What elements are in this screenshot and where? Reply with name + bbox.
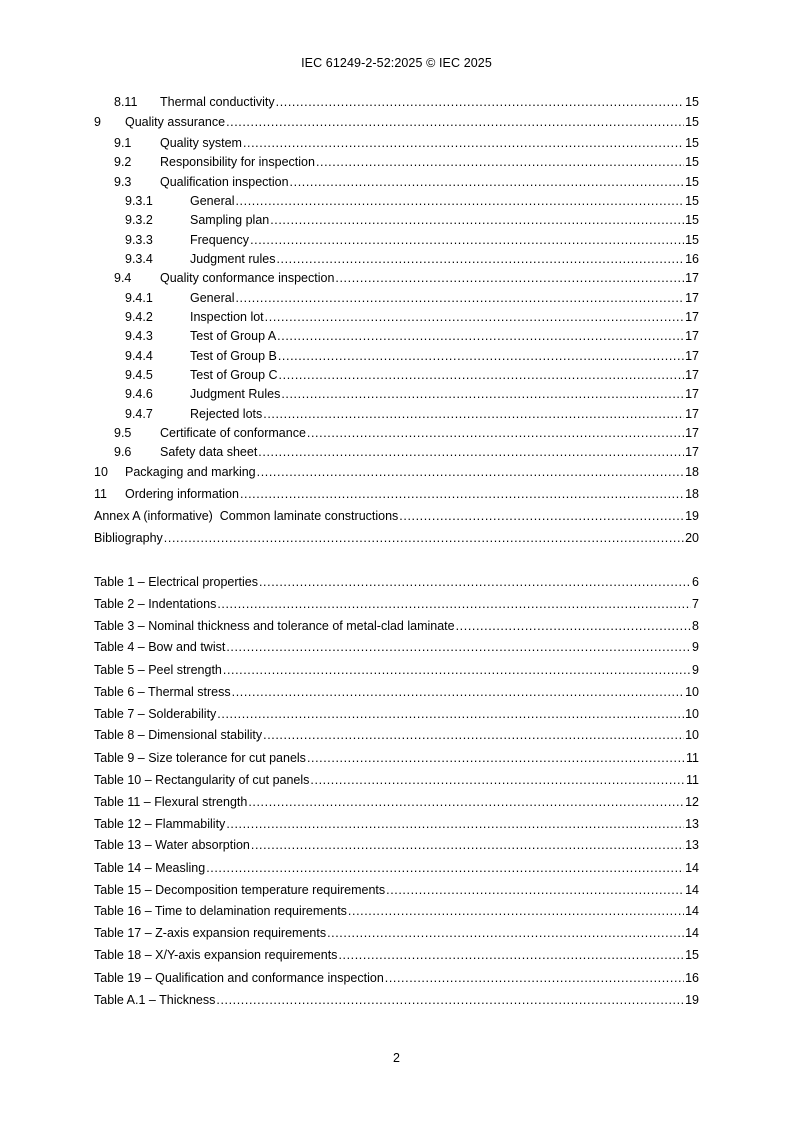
table-entry-title: Table 15 – Decomposition temperature requirements: [94, 883, 386, 897]
page-reference: 17: [685, 291, 699, 305]
table-list-entry[interactable]: [94, 817, 699, 834]
dot-leader: [276, 252, 684, 266]
dot-leader: [276, 95, 684, 109]
dot-leader: [456, 619, 691, 633]
dot-leader: [281, 387, 684, 401]
dot-leader: [263, 407, 684, 421]
table-list-entry[interactable]: [94, 773, 699, 790]
page-number: 2: [393, 1051, 400, 1065]
toc-entry-title: Quality conformance inspection: [160, 271, 335, 285]
page-reference: 17: [685, 445, 699, 459]
toc-entry-number: 11: [94, 487, 107, 501]
page-reference: 17: [685, 407, 699, 421]
toc-entry-title: Quality assurance: [125, 115, 226, 129]
dot-leader: [216, 993, 684, 1007]
table-entry-title: Table 4 – Bow and twist: [94, 640, 226, 654]
dot-leader: [338, 948, 684, 962]
toc-entry[interactable]: [94, 426, 699, 443]
dot-leader: [316, 155, 684, 169]
toc-entry-title: Certificate of conformance: [160, 426, 306, 440]
page-reference: 19: [685, 509, 699, 523]
toc-entry-number: 9.3.1: [125, 194, 153, 208]
dot-leader: [240, 487, 684, 501]
dot-leader: [348, 904, 684, 918]
toc-entry-number: 9.4.1: [125, 291, 153, 305]
toc-entry-title: Judgment rules: [190, 252, 276, 266]
table-list-entry[interactable]: [94, 883, 699, 900]
toc-entry[interactable]: [94, 531, 699, 548]
dot-leader: [310, 773, 685, 787]
dot-leader: [263, 728, 684, 742]
table-entry-title: Table 6 – Thermal stress: [94, 685, 231, 699]
toc-entry-title: Test of Group C: [190, 368, 278, 382]
table-entry-title: Table 13 – Water absorption: [94, 838, 250, 852]
table-entry-title: Table 9 – Size tolerance for cut panels: [94, 751, 306, 765]
dot-leader: [248, 795, 684, 809]
table-entry-title: Table 7 – Solderability: [94, 707, 217, 721]
toc-entry-title: Test of Group A: [190, 329, 277, 343]
toc-entry[interactable]: [94, 136, 699, 153]
dot-leader: [243, 136, 684, 150]
toc-entry[interactable]: [94, 487, 699, 504]
dot-leader: [164, 531, 684, 545]
dot-leader: [307, 426, 684, 440]
table-entry-title: Table 8 – Dimensional stability: [94, 728, 263, 742]
table-entry-title: Table 10 – Rectangularity of cut panels: [94, 773, 310, 787]
page-reference: 15: [685, 115, 699, 129]
page-reference: 15: [685, 948, 699, 962]
table-entry-title: Table 17 – Z-axis expansion requirements: [94, 926, 327, 940]
page-reference: 19: [685, 993, 699, 1007]
table-list-entry[interactable]: [94, 861, 699, 878]
dot-leader: [217, 707, 684, 721]
dot-leader: [232, 685, 684, 699]
page-reference: 20: [685, 531, 699, 545]
dot-leader: [258, 445, 684, 459]
toc-entry-number: 9.6: [114, 445, 132, 459]
table-list-entry[interactable]: [94, 663, 699, 680]
toc-entry-number: 9: [94, 115, 101, 129]
toc-entry-title: General: [190, 194, 235, 208]
table-list-entry[interactable]: [94, 575, 699, 592]
toc-entry[interactable]: [94, 407, 699, 424]
toc-entry[interactable]: [94, 115, 699, 132]
toc-entry-number: 9.4: [114, 271, 132, 285]
toc-entry-number: 9.4.4: [125, 349, 153, 363]
dot-leader: [226, 640, 691, 654]
toc-entry-title: Packaging and marking: [125, 465, 256, 479]
table-list-entry[interactable]: [94, 619, 699, 636]
table-entry-title: Table 2 – Indentations: [94, 597, 217, 611]
page-reference: 14: [685, 904, 699, 918]
dot-leader: [217, 597, 691, 611]
toc-entry[interactable]: [94, 271, 699, 288]
table-list-entry[interactable]: [94, 795, 699, 812]
toc-entry[interactable]: [94, 368, 699, 385]
dot-leader: [251, 838, 684, 852]
table-list-entry[interactable]: [94, 640, 699, 657]
toc-entry[interactable]: [94, 233, 699, 250]
page-reference: 17: [685, 426, 699, 440]
toc-entry-title: Safety data sheet: [160, 445, 258, 459]
toc-entry[interactable]: [94, 465, 699, 482]
page-reference: 16: [685, 971, 699, 985]
dot-leader: [399, 509, 684, 523]
page-reference: 15: [685, 136, 699, 150]
table-list-entry[interactable]: [94, 971, 699, 988]
dot-leader: [259, 575, 691, 589]
dot-leader: [223, 663, 691, 677]
toc-entry-number: 9.3.2: [125, 213, 153, 227]
dot-leader: [385, 971, 684, 985]
page-reference: 14: [685, 861, 699, 875]
page-reference: 7: [692, 597, 699, 611]
page-reference: 15: [685, 95, 699, 109]
dot-leader: [270, 213, 684, 227]
toc-entry-title: Test of Group B: [190, 349, 277, 363]
page-reference: 6: [692, 575, 699, 589]
dot-leader: [278, 349, 684, 363]
page-reference: 10: [685, 728, 699, 742]
toc-entry-number: 9.3.4: [125, 252, 153, 266]
page-reference: 11: [686, 773, 699, 787]
table-list-entry[interactable]: [94, 707, 699, 724]
toc-entry-number: 8.11: [114, 95, 138, 109]
toc-entry-title: Responsibility for inspection: [160, 155, 315, 169]
table-entry-title: Table 12 – Flammability: [94, 817, 226, 831]
page-reference: 17: [685, 271, 699, 285]
toc-entry-title: Inspection lot: [190, 310, 264, 324]
dot-leader: [235, 194, 684, 208]
dot-leader: [327, 926, 684, 940]
table-entry-title: Table 11 – Flexural strength: [94, 795, 248, 809]
page-reference: 8: [692, 619, 699, 633]
toc-entry-number: 9.3: [114, 175, 132, 189]
toc-entry-number: 9.4.3: [125, 329, 153, 343]
toc-entry-title: Qualification inspection: [160, 175, 289, 189]
table-entry-title: Table 3 – Nominal thickness and tolerance of metal-clad laminate: [94, 619, 455, 633]
toc-entry-number: 9.2: [114, 155, 132, 169]
toc-entry-number: 9.3.3: [125, 233, 153, 247]
toc-entry-title: General: [190, 291, 235, 305]
page-reference: 17: [685, 387, 699, 401]
dot-leader: [307, 751, 685, 765]
toc-entry-title: Frequency: [190, 233, 250, 247]
page-reference: 18: [685, 465, 699, 479]
dot-leader: [265, 310, 684, 324]
page-reference: 14: [685, 926, 699, 940]
dot-leader: [235, 291, 684, 305]
page-reference: 10: [685, 685, 699, 699]
table-entry-title: Table 1 – Electrical properties: [94, 575, 258, 589]
table-list-entry[interactable]: [94, 948, 699, 965]
page-reference: 17: [685, 310, 699, 324]
toc-entry-number: 9.4.2: [125, 310, 153, 324]
table-entry-title: Table 19 – Qualification and conformance inspection: [94, 971, 384, 985]
toc-entry-title: Quality system: [160, 136, 242, 150]
toc-entry-number: 9.4.5: [125, 368, 153, 382]
toc-entry[interactable]: [94, 509, 699, 526]
toc-entry[interactable]: [94, 349, 699, 366]
dot-leader: [277, 329, 684, 343]
dot-leader: [290, 175, 685, 189]
toc-entry[interactable]: [94, 175, 699, 192]
toc-entry-number: 9.5: [114, 426, 132, 440]
table-entry-title: Table 16 – Time to delamination requirements: [94, 904, 347, 918]
page-reference: 17: [685, 329, 699, 343]
toc-entry[interactable]: [94, 95, 699, 112]
toc-entry[interactable]: [94, 445, 699, 462]
table-entry-title: Table 18 – X/Y-axis expansion requirements: [94, 948, 338, 962]
toc-entry-number: 10: [94, 465, 108, 479]
page-reference: 14: [685, 883, 699, 897]
table-entry-title: Table 14 – Measling: [94, 861, 206, 875]
toc-entry-title: Annex A (informative) Common laminate constructions: [94, 509, 399, 523]
page-reference: 15: [685, 233, 699, 247]
toc-entry-title: Thermal conductivity: [160, 95, 275, 109]
page-reference: 18: [685, 487, 699, 501]
dot-leader: [386, 883, 684, 897]
dot-leader: [250, 233, 684, 247]
page-reference: 17: [685, 349, 699, 363]
page-reference: 15: [685, 213, 699, 227]
toc-entry-title: Judgment Rules: [190, 387, 281, 401]
table-list-entry[interactable]: [94, 993, 699, 1010]
page-reference: 13: [685, 817, 699, 831]
toc-entry-title: Bibliography: [94, 531, 163, 545]
toc-entry-title: Ordering information: [125, 487, 239, 501]
page-reference: 12: [685, 795, 699, 809]
toc-entry-title: Rejected lots: [190, 407, 263, 421]
toc-entry[interactable]: [94, 194, 699, 211]
page-reference: 11: [686, 751, 699, 765]
dot-leader: [279, 368, 685, 382]
toc-entry-number: 9.4.7: [125, 407, 153, 421]
toc-entry[interactable]: [94, 310, 699, 327]
dot-leader: [226, 115, 684, 129]
toc-entry[interactable]: [94, 213, 699, 230]
page-reference: 15: [685, 194, 699, 208]
table-entry-title: Table 5 – Peel strength: [94, 663, 222, 677]
page-header: IEC 61249-2-52:2025 © IEC 2025: [301, 56, 492, 70]
table-list-entry[interactable]: [94, 751, 699, 768]
table-list-entry[interactable]: [94, 685, 699, 702]
table-list-entry[interactable]: [94, 904, 699, 921]
toc-entry[interactable]: [94, 291, 699, 308]
toc-entry[interactable]: [94, 329, 699, 346]
page-reference: 16: [685, 252, 699, 266]
page-reference: 9: [692, 663, 699, 677]
toc-entry-number: 9.4.6: [125, 387, 153, 401]
dot-leader: [206, 861, 684, 875]
dot-leader: [335, 271, 684, 285]
toc-entry-title: Sampling plan: [190, 213, 270, 227]
toc-entry[interactable]: [94, 387, 699, 404]
toc-entry-number: 9.1: [114, 136, 132, 150]
page-reference: 10: [685, 707, 699, 721]
table-list-entry[interactable]: [94, 926, 699, 943]
toc-entry[interactable]: [94, 155, 699, 172]
dot-leader: [257, 465, 684, 479]
page-reference: 9: [692, 640, 699, 654]
page-reference: 15: [685, 155, 699, 169]
toc-entry[interactable]: [94, 252, 699, 269]
page-reference: 17: [685, 368, 699, 382]
dot-leader: [226, 817, 684, 831]
table-list-entry[interactable]: [94, 728, 699, 745]
table-list-entry[interactable]: [94, 597, 699, 614]
page-reference: 13: [685, 838, 699, 852]
page-reference: 15: [685, 175, 699, 189]
table-entry-title: Table A.1 – Thickness: [94, 993, 216, 1007]
table-list-entry[interactable]: [94, 838, 699, 855]
